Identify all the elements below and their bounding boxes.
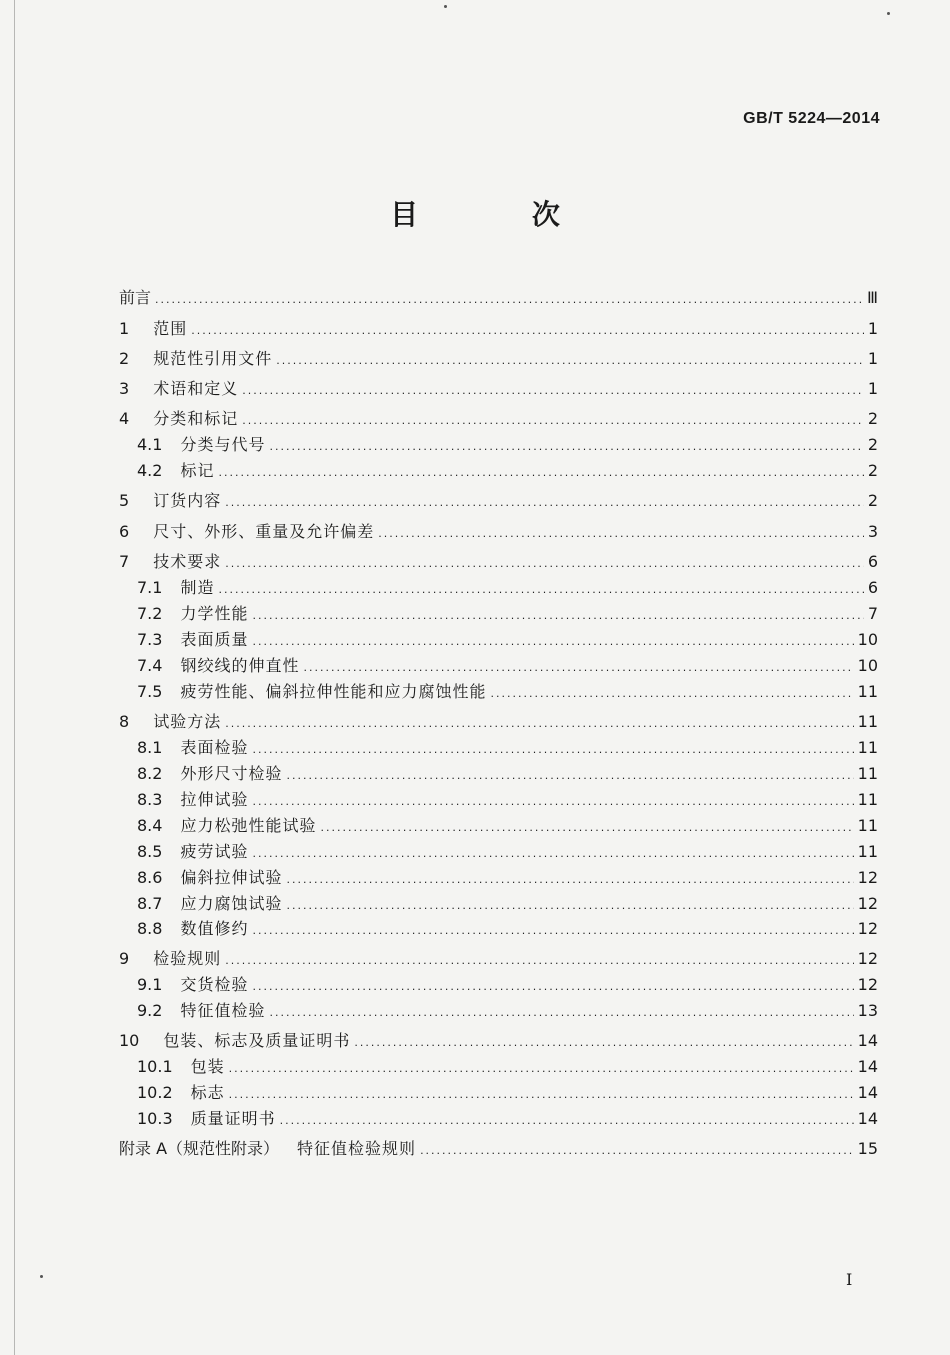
toc-entry-page: 12 bbox=[857, 975, 878, 994]
scan-speck bbox=[887, 12, 890, 15]
toc-entry[interactable] bbox=[137, 681, 878, 703]
dot-leader bbox=[225, 713, 853, 735]
toc-entry-label: 质量证明书 bbox=[190, 1109, 276, 1128]
dot-leader bbox=[252, 976, 853, 998]
toc-entry-number: 7.2 bbox=[137, 604, 163, 623]
toc-entry-label: 特征值检验 bbox=[180, 1001, 266, 1020]
toc-entry-page: 11 bbox=[857, 764, 878, 783]
toc-entry[interactable] bbox=[137, 789, 878, 811]
toc-entry-label: 钢绞线的伸直性 bbox=[180, 656, 300, 675]
dot-leader bbox=[252, 843, 853, 865]
toc-entry-page: 2 bbox=[867, 461, 878, 480]
toc-entry-label: 规范性引用文件 bbox=[153, 349, 273, 368]
toc-entry[interactable] bbox=[119, 408, 878, 430]
toc-entry-number: 10 bbox=[119, 1031, 140, 1050]
toc-entry-page: 2 bbox=[867, 409, 878, 428]
toc-entry-page: 14 bbox=[857, 1057, 878, 1076]
dot-leader bbox=[286, 895, 853, 917]
toc-entry[interactable] bbox=[137, 577, 878, 599]
dot-leader bbox=[420, 1140, 854, 1162]
dot-leader bbox=[229, 1058, 854, 1080]
toc-entry-label: 标志 bbox=[190, 1083, 225, 1102]
toc-entry-number: 10.3 bbox=[137, 1109, 173, 1128]
toc-entry-number: 4.2 bbox=[137, 461, 163, 480]
toc-entry-label: 分类与代号 bbox=[180, 435, 266, 454]
toc-entry[interactable] bbox=[119, 348, 878, 370]
toc-entry-number: 6 bbox=[119, 522, 130, 541]
dot-leader bbox=[303, 657, 853, 679]
dot-leader bbox=[225, 492, 864, 514]
toc-entry-page: 10 bbox=[857, 656, 878, 675]
toc-entry-number: 10.2 bbox=[137, 1083, 173, 1102]
dot-leader bbox=[286, 765, 853, 787]
dot-leader bbox=[225, 553, 864, 575]
dot-leader bbox=[155, 289, 863, 311]
toc-entry[interactable] bbox=[119, 318, 878, 340]
toc-entry[interactable] bbox=[137, 974, 878, 996]
dot-leader bbox=[378, 523, 864, 545]
dot-leader bbox=[242, 380, 864, 402]
toc-entry-number: 8.3 bbox=[137, 790, 163, 809]
page-title: 目 次 bbox=[390, 198, 612, 231]
toc-entry[interactable] bbox=[137, 1000, 878, 1022]
toc-entry-label: 力学性能 bbox=[180, 604, 249, 623]
toc-entry-page: 1 bbox=[867, 319, 878, 338]
toc-entry-label: 检验规则 bbox=[153, 949, 222, 968]
page-number: I bbox=[846, 1270, 853, 1289]
toc-entry-page: Ⅲ bbox=[866, 288, 878, 307]
toc-entry[interactable] bbox=[137, 1056, 878, 1078]
toc-entry[interactable] bbox=[137, 763, 878, 785]
toc-entry-page: 1 bbox=[867, 379, 878, 398]
toc-entry[interactable] bbox=[137, 1082, 878, 1104]
toc-entry-page: 11 bbox=[857, 682, 878, 701]
dot-leader bbox=[242, 410, 864, 432]
toc-entry[interactable] bbox=[119, 1030, 878, 1052]
dot-leader bbox=[280, 1110, 854, 1132]
toc-entry-label: 特征值检验规则 bbox=[297, 1139, 417, 1158]
dot-leader bbox=[252, 920, 853, 942]
dot-leader bbox=[490, 683, 853, 705]
toc-entry[interactable] bbox=[119, 287, 878, 309]
toc-entry-number: 7.3 bbox=[137, 630, 163, 649]
toc-entry-number: 8.8 bbox=[137, 919, 163, 938]
toc-entry-number: 9 bbox=[119, 949, 130, 968]
toc-entry-page: 6 bbox=[867, 552, 878, 571]
toc-entry-label: 订货内容 bbox=[153, 491, 222, 510]
dot-leader bbox=[229, 1084, 854, 1106]
toc-entry-label: 标记 bbox=[180, 461, 215, 480]
toc-entry-page: 2 bbox=[867, 435, 878, 454]
toc-entry-label: 交货检验 bbox=[180, 975, 249, 994]
toc-entry-label: 分类和标记 bbox=[153, 409, 239, 428]
toc-entry-number: 1 bbox=[119, 319, 130, 338]
toc-entry[interactable] bbox=[119, 551, 878, 573]
toc-entry-number: 8.7 bbox=[137, 894, 163, 913]
toc-entry-page: 3 bbox=[867, 522, 878, 541]
toc-entry-label: 范围 bbox=[153, 319, 188, 338]
toc-entry[interactable] bbox=[119, 521, 878, 543]
dot-leader bbox=[225, 950, 853, 972]
toc-entry[interactable] bbox=[137, 918, 878, 940]
toc-entry-label: 试验方法 bbox=[153, 712, 222, 731]
standard-code: GB/T 5224—2014 bbox=[743, 110, 880, 127]
toc-entry-number: 9.1 bbox=[137, 975, 163, 994]
toc-entry-label: 术语和定义 bbox=[153, 379, 239, 398]
toc-entry-number: 8.1 bbox=[137, 738, 163, 757]
dot-leader bbox=[286, 869, 853, 891]
toc-entry-page: 11 bbox=[857, 816, 878, 835]
toc-entry[interactable] bbox=[119, 948, 878, 970]
toc-entry-label: 疲劳性能、偏斜拉伸性能和应力腐蚀性能 bbox=[180, 682, 487, 701]
toc-entry-number: 10.1 bbox=[137, 1057, 173, 1076]
toc-entry-number: 7.1 bbox=[137, 578, 163, 597]
toc-entry[interactable] bbox=[137, 893, 878, 915]
toc-entry[interactable] bbox=[119, 711, 878, 733]
toc-entry[interactable] bbox=[137, 841, 878, 863]
toc-entry-page: 12 bbox=[857, 894, 878, 913]
toc-entry-number: 8 bbox=[119, 712, 130, 731]
toc-entry-page: 13 bbox=[857, 1001, 878, 1020]
toc-entry-page: 2 bbox=[867, 491, 878, 510]
dot-leader bbox=[218, 462, 863, 484]
toc-entry-label: 数值修约 bbox=[180, 919, 249, 938]
toc-entry-label: 表面检验 bbox=[180, 738, 249, 757]
toc-entry-number: 5 bbox=[119, 491, 130, 510]
toc-entry-page: 6 bbox=[867, 578, 878, 597]
toc-entry[interactable] bbox=[137, 1108, 878, 1130]
dot-leader bbox=[252, 739, 853, 761]
toc-entry-page: 11 bbox=[857, 712, 878, 731]
toc-entry-page: 12 bbox=[857, 919, 878, 938]
toc-entry-number: 4.1 bbox=[137, 435, 163, 454]
toc-entry[interactable] bbox=[119, 1138, 878, 1160]
toc-entry-page: 11 bbox=[857, 738, 878, 757]
toc-entry[interactable] bbox=[137, 629, 878, 651]
toc-entry-page: 15 bbox=[857, 1139, 878, 1158]
dot-leader bbox=[191, 320, 864, 342]
toc-entry-number: 8.2 bbox=[137, 764, 163, 783]
dot-leader bbox=[252, 791, 853, 813]
toc-entry-number: 7.4 bbox=[137, 656, 163, 675]
toc-entry-page: 1 bbox=[867, 349, 878, 368]
toc-entry-number: 8.6 bbox=[137, 868, 163, 887]
toc-entry-number: 7 bbox=[119, 552, 130, 571]
toc-entry[interactable] bbox=[137, 603, 878, 625]
dot-leader bbox=[354, 1032, 853, 1054]
dot-leader bbox=[269, 436, 863, 458]
toc-entry-number: 4 bbox=[119, 409, 130, 428]
toc-entry-page: 7 bbox=[867, 604, 878, 623]
toc-entry-label: 拉伸试验 bbox=[180, 790, 249, 809]
toc-entry-label: 包装、标志及质量证明书 bbox=[163, 1031, 351, 1050]
scan-speck bbox=[40, 1275, 43, 1278]
toc-entry-page: 14 bbox=[857, 1109, 878, 1128]
toc-entry-label: 应力松弛性能试验 bbox=[180, 816, 317, 835]
toc-entry-label: 技术要求 bbox=[153, 552, 222, 571]
toc-entry-label: 偏斜拉伸试验 bbox=[180, 868, 283, 887]
toc-entry[interactable] bbox=[137, 815, 878, 837]
toc-entry-label: 外形尺寸检验 bbox=[180, 764, 283, 783]
toc-entry-label: 制造 bbox=[180, 578, 215, 597]
toc-entry-label: 尺寸、外形、重量及允许偏差 bbox=[153, 522, 375, 541]
dot-leader bbox=[269, 1002, 853, 1024]
toc-entry[interactable] bbox=[119, 490, 878, 512]
dot-leader bbox=[218, 579, 863, 601]
toc-entry[interactable] bbox=[137, 655, 878, 677]
toc-entry-number: 2 bbox=[119, 349, 130, 368]
toc-entry-page: 14 bbox=[857, 1083, 878, 1102]
toc-entry-page: 12 bbox=[857, 949, 878, 968]
toc-entry-number: 附录 A（规范性附录） bbox=[119, 1139, 280, 1158]
scan-speck bbox=[444, 5, 447, 8]
toc-entry[interactable] bbox=[137, 460, 878, 482]
dot-leader bbox=[252, 605, 863, 627]
toc-entry[interactable] bbox=[119, 378, 878, 400]
toc-entry-label: 包装 bbox=[190, 1057, 225, 1076]
toc-entry-label: 表面质量 bbox=[180, 630, 249, 649]
toc-entry-number: 8.4 bbox=[137, 816, 163, 835]
toc-entry-number: 7.5 bbox=[137, 682, 163, 701]
dot-leader bbox=[276, 350, 864, 372]
toc-entry-label: 疲劳试验 bbox=[180, 842, 249, 861]
toc-entry-number: 前言 bbox=[119, 288, 152, 307]
toc-entry-number: 9.2 bbox=[137, 1001, 163, 1020]
toc-entry[interactable] bbox=[137, 434, 878, 456]
toc-entry-page: 12 bbox=[857, 868, 878, 887]
toc-entry-page: 14 bbox=[857, 1031, 878, 1050]
dot-leader bbox=[320, 817, 853, 839]
dot-leader bbox=[252, 631, 853, 653]
toc-entry-page: 11 bbox=[857, 790, 878, 809]
toc-entry-number: 8.5 bbox=[137, 842, 163, 861]
toc-entry[interactable] bbox=[137, 867, 878, 889]
toc-entry-page: 10 bbox=[857, 630, 878, 649]
toc-entry-label: 应力腐蚀试验 bbox=[180, 894, 283, 913]
toc-entry-number: 3 bbox=[119, 379, 130, 398]
toc-entry-page: 11 bbox=[857, 842, 878, 861]
toc-entry[interactable] bbox=[137, 737, 878, 759]
